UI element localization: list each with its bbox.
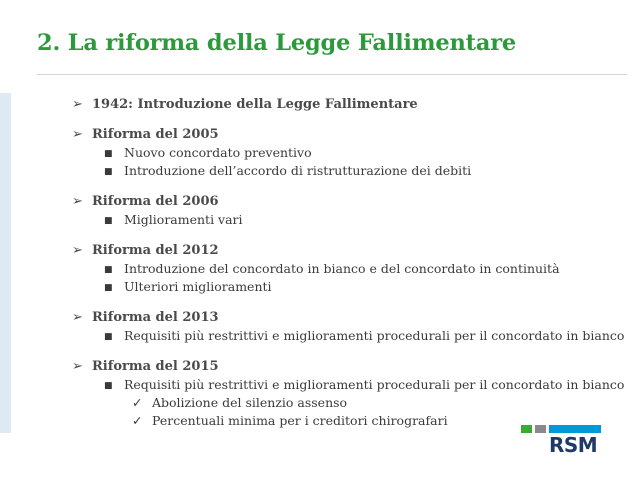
square-bullet-icon: ■ [104, 332, 113, 342]
arrow-bullet-icon: ➢ [72, 97, 83, 112]
sub-bullet-text: Introduzione dell’accordo di ristrutturazione dei debiti [124, 163, 472, 178]
bullet-item [72, 96, 632, 114]
check-bullet-icon: ✓ [132, 413, 143, 428]
arrow-bullet-icon: ➢ [72, 310, 83, 325]
bullet-item [72, 309, 632, 327]
sub-bullet-item [104, 162, 632, 180]
sub-bullet-item [104, 278, 632, 296]
bullet-group [72, 358, 632, 430]
bullet-item [72, 193, 632, 211]
sub-bullet-item [104, 260, 632, 278]
bullet-text: Riforma del 2013 [92, 310, 219, 325]
square-bullet-icon: ■ [104, 265, 113, 275]
arrow-bullet-icon: ➢ [72, 243, 83, 258]
bullet-text: Riforma del 2006 [92, 194, 219, 209]
check-bullet-icon: ✓ [132, 395, 143, 410]
sub-bullet-item [104, 327, 632, 345]
sub-bullet-text: Miglioramenti vari [124, 212, 243, 227]
sub-bullet-item [104, 211, 632, 229]
logo-bar-gray [535, 425, 546, 433]
logo-bar-green [521, 425, 532, 433]
bullet-text: Riforma del 2015 [92, 359, 219, 374]
square-bullet-icon: ■ [104, 283, 113, 293]
check-bullet-text: Percentuali minima per i creditori chirografari [152, 413, 448, 428]
square-bullet-icon: ■ [104, 381, 113, 391]
check-bullet-text: Abolizione del silenzio assenso [152, 395, 348, 410]
bullet-group [72, 96, 632, 114]
logo-wordmark: RSM [549, 433, 598, 457]
sub-bullet-text: Ulteriori miglioramenti [124, 279, 272, 294]
bullet-text: 1942: Introduzione della Legge Fallimentare [92, 97, 418, 112]
sub-bullet-text: Requisiti più restrittivi e miglioramenti procedurali per il concordato in bianco [124, 328, 625, 343]
bullet-group [72, 126, 632, 180]
bullet-item [72, 358, 632, 376]
sub-bullet-text: Requisiti più restrittivi e miglioramenti procedurali per il concordato in bianco [124, 377, 625, 392]
sub-bullet-text: Nuovo concordato preventivo [124, 145, 312, 160]
bullet-text: Riforma del 2005 [92, 127, 219, 142]
arrow-bullet-icon: ➢ [72, 127, 83, 142]
arrow-bullet-icon: ➢ [72, 359, 83, 374]
bullet-group [72, 242, 632, 296]
logo-bar-blue [549, 425, 601, 433]
bullet-group [72, 309, 632, 345]
sub-bullet-item [104, 376, 632, 394]
bullet-group [72, 193, 632, 229]
bullet-text: Riforma del 2012 [92, 243, 219, 258]
page-title: 2. La riforma della Legge Fallimentare [37, 30, 517, 56]
sub-bullet-item [104, 144, 632, 162]
sub-bullet-text: Introduzione del concordato in bianco e del concordato in continuità [124, 261, 560, 276]
bullet-list [72, 96, 632, 443]
arrow-bullet-icon: ➢ [72, 194, 83, 209]
square-bullet-icon: ■ [104, 216, 113, 226]
square-bullet-icon: ■ [104, 167, 113, 177]
title-divider [37, 74, 627, 75]
bullet-item [72, 242, 632, 260]
bullet-item [72, 126, 632, 144]
rsm-logo [521, 425, 601, 470]
left-accent-bar [0, 93, 11, 433]
check-bullet-item [132, 394, 632, 412]
square-bullet-icon: ■ [104, 149, 113, 159]
